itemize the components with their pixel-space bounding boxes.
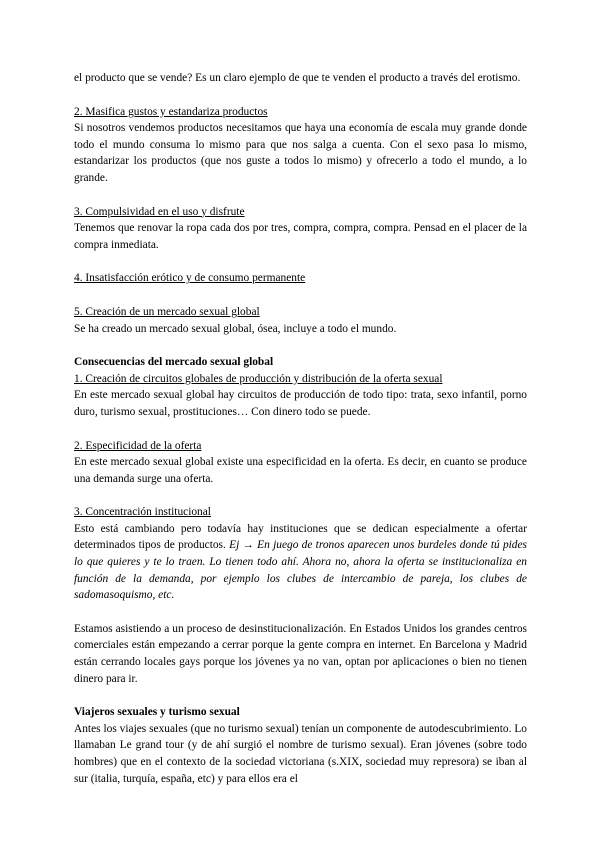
consecuencias-3-heading: 3. Concentración institucional: [74, 506, 211, 519]
section-2-heading: 2. Masifica gustos y estandariza productos: [74, 105, 268, 118]
consecuencias-title: Consecuencias del mercado sexual global: [74, 356, 274, 369]
section-3-heading: 3. Compulsividad en el uso y disfrute: [74, 205, 245, 218]
section-5-body: Se ha creado un mercado sexual global, ósea, incluye a todo el mundo.: [74, 322, 397, 335]
viajeros-body: Antes los viajes sexuales (que no turismo sexual) tenían un componente de autodescubrimiento. Lo llamaban Le grand tour (y de ahí surgió el nombre de turismo sexual). Eran jóvenes (sobre todo hombres) que en el contexto de la sociedad victoriana (s.XIX, sociedad muy represora) se iban al sur (italia, turquía, españa, etc) y para ellos era el: [74, 722, 527, 785]
consecuencias-2-body: En este mercado sexual global existe una especificidad en la oferta. Es decir, en cuanto se produce una demanda surge una oferta.: [74, 456, 527, 485]
consecuencias-3-body-example: Ej → En juego de tronos aparecen unos burdeles donde tú pides lo que quieres y te lo traen. Lo tienen todo ahí. Ahora no, ahora la oferta se institucionaliza en función de la demanda, por ejemplo los clubes de intercambio de pareja, los clubes de sadomasoquismo, etc.: [74, 539, 527, 602]
section-2-body: Si nosotros vendemos productos necesitamos que haya una economía de escala muy grande donde todo el mundo consuma lo mismo para que nos salga a cuenta. Con el sexo pasa lo mismo, estandarizar los productos (que nos guste a todos lo mismo) y ofrecerlo a todo el mundo, a lo grande.: [74, 122, 527, 184]
document-body: [74, 70, 527, 787]
section-4-heading: 4. Insatisfacción erótico y de consumo permanente: [74, 272, 306, 285]
consecuencias-1-heading: 1. Creación de circuitos globales de producción y distribución de la oferta sexual: [74, 372, 443, 385]
intro-paragraph: el producto que se vende? Es un claro ejemplo de que te venden el producto a través del erotismo.: [74, 72, 521, 84]
consecuencias-2-heading: 2. Especificidad de la oferta: [74, 439, 202, 452]
consecuencias-1-body: En este mercado sexual global hay circuitos de producción de todo tipo: trata, sexo infantil, porno duro, turismo sexual, prostituciones… Con dinero todo se puede.: [74, 389, 527, 418]
section-5-heading: 5. Creación de un mercado sexual global: [74, 305, 260, 318]
viajeros-title: Viajeros sexuales y turismo sexual: [74, 706, 240, 719]
section-3-body: Tenemos que renovar la ropa cada dos por tres, compra, compra, compra. Pensad en el placer de la compra inmediata.: [74, 222, 527, 251]
consecuencias-3-body-plain: Esto está cambiando pero todavía hay instituciones que se dedican especialmente a ofertar determinados tipos de productos.: [74, 522, 527, 552]
consecuencias-3-body: [74, 521, 527, 604]
desinstitucionalizacion-paragraph: Estamos asistiendo a un proceso de desinstitucionalización. En Estados Unidos los grandes centros comerciales están empezando a cerrar porque la gente compra en internet. En Barcelona y Madrid están cerrando locales gays porque los jóvenes ya no van, optan por aplicaciones o bien no tienen dinero para ir.: [74, 622, 527, 685]
